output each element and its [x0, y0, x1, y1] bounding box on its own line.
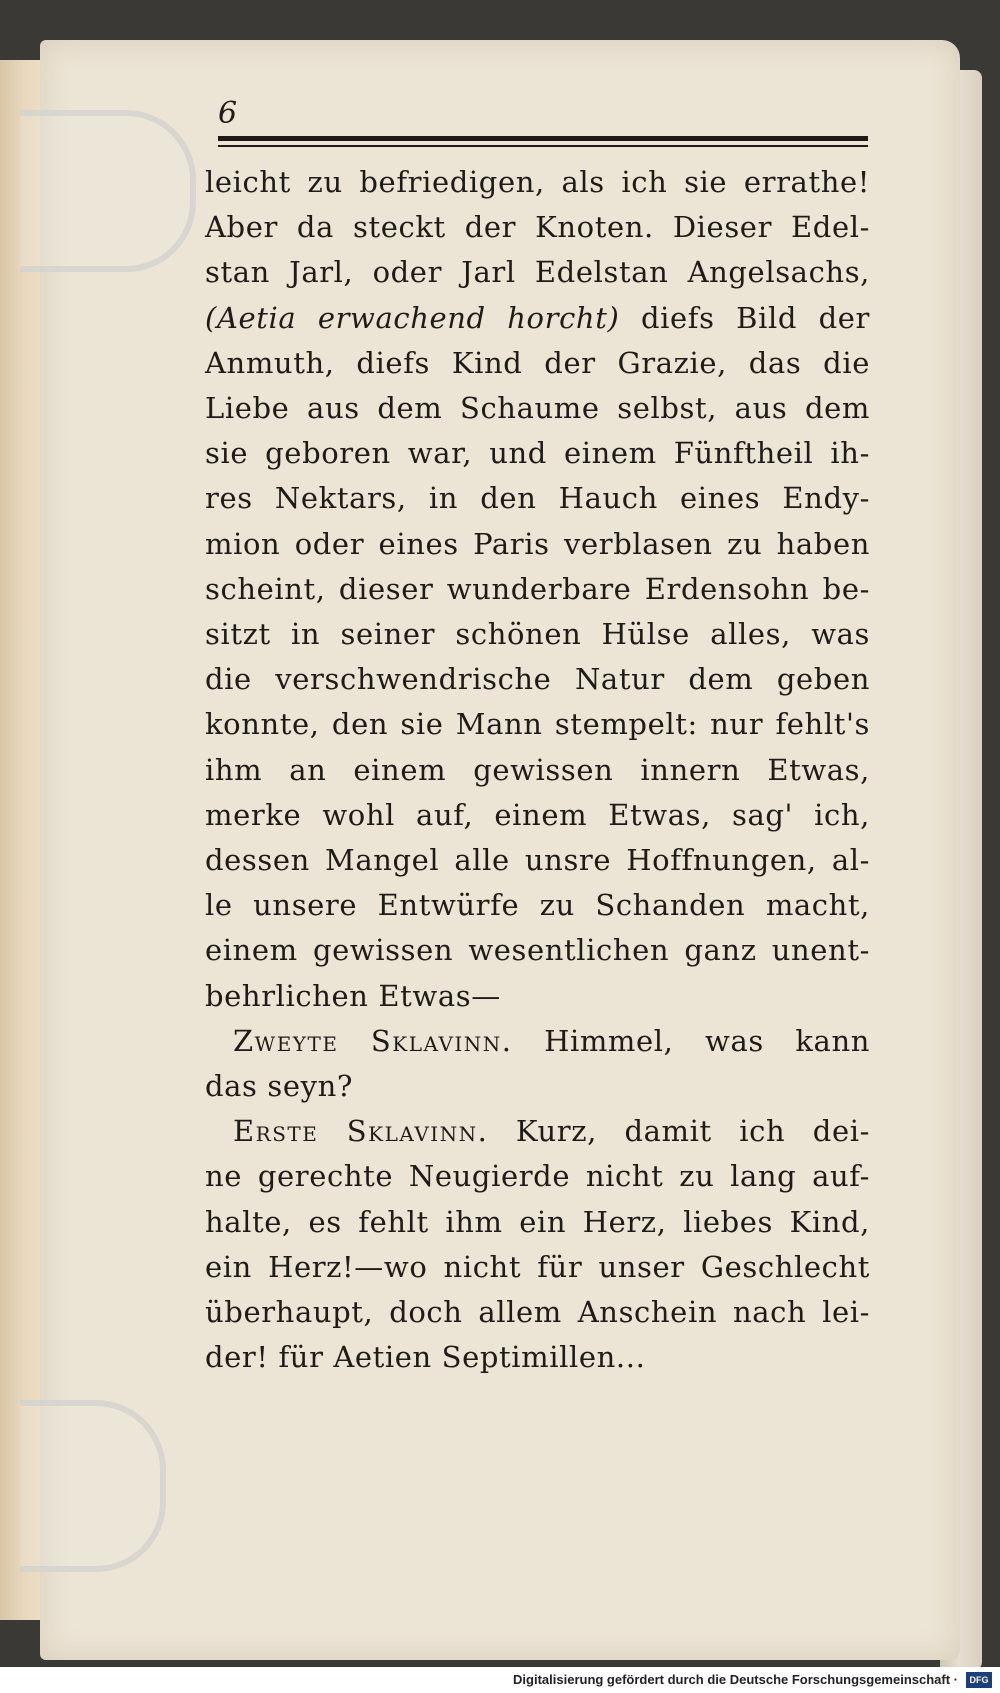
text-line: leicht zu befriedigen, als ich sie errathe! [205, 165, 870, 199]
page-clip-bottom [20, 1400, 166, 1572]
page-clip-top [20, 110, 196, 272]
speaker-name: Erste Sklavinn. [233, 1114, 489, 1149]
text-line: sitzt in seiner schönen Hülse alles, was [205, 617, 870, 652]
text-line: die verschwendrische Natur dem geben [205, 662, 870, 697]
text-line: le unsere Entwürfe zu Schanden macht, [205, 888, 870, 923]
text-line: das seyn? [205, 1069, 354, 1104]
speech-line [205, 1109, 870, 1154]
text-line: Liebe aus dem Schaume selbst, aus dem [205, 391, 870, 426]
text-line: stan Jarl, oder Jarl Edelstan Angelsachs, [205, 255, 870, 290]
page-number: 6 [218, 96, 238, 131]
text-line: Aber da steckt der Knoten. Dieser Edel- [205, 210, 870, 245]
text-fragment: diefs Bild der [640, 300, 870, 335]
dfg-logo: DFG [966, 1672, 992, 1688]
text-line: der! für Aetien Septimillen... [205, 1340, 646, 1375]
text-line: ihm an einem gewissen innern Etwas, [205, 752, 870, 787]
text-line: sie geboren war, und einem Fünftheil ih- [205, 436, 870, 471]
stage-direction: (Aetia erwachend horcht) [205, 300, 620, 335]
text-line: dessen Mangel alle unsre Hoffnungen, al- [205, 843, 870, 878]
text-line: ne gerechte Neugierde nicht zu lang auf- [205, 1159, 870, 1194]
text-line: mion oder eines Paris verblasen zu haben [205, 526, 870, 561]
text-line: halte, es fehlt ihm ein Herz, liebes Kind, [205, 1204, 870, 1239]
text-line: behrlichen Etwas— [205, 978, 501, 1013]
text-line: überhaupt, doch allem Anschein nach lei- [205, 1295, 870, 1330]
text-line: konnte, den sie Mann stempelt: nur fehlt's [205, 707, 870, 742]
text-line [205, 296, 870, 341]
text-line: merke wohl auf, einem Etwas, sag' ich, [205, 797, 870, 832]
speaker-name: Zweyte Sklavinn. [233, 1023, 513, 1058]
text-line: scheint, dieser wunderbare Erdensohn be- [205, 571, 870, 606]
text-line: einem gewissen wesentlichen ganz unent- [205, 933, 870, 968]
digitization-footer: Digitalisierung gefördert durch die Deutsche Forschungsgemeinschaft · [0, 1667, 1000, 1693]
text-line: ein Herz!—wo nicht für unser Geschlecht [205, 1249, 870, 1284]
text-fragment: Himmel, was kann [544, 1023, 870, 1058]
text-fragment: Kurz, damit ich dei- [515, 1114, 870, 1149]
header-rule [218, 136, 868, 141]
page-text [205, 160, 870, 1380]
text-line: Anmuth, diefs Kind der Grazie, das die [205, 345, 870, 380]
speech-line [205, 1019, 870, 1064]
text-line: res Nektars, in den Hauch eines Endy- [205, 481, 870, 516]
